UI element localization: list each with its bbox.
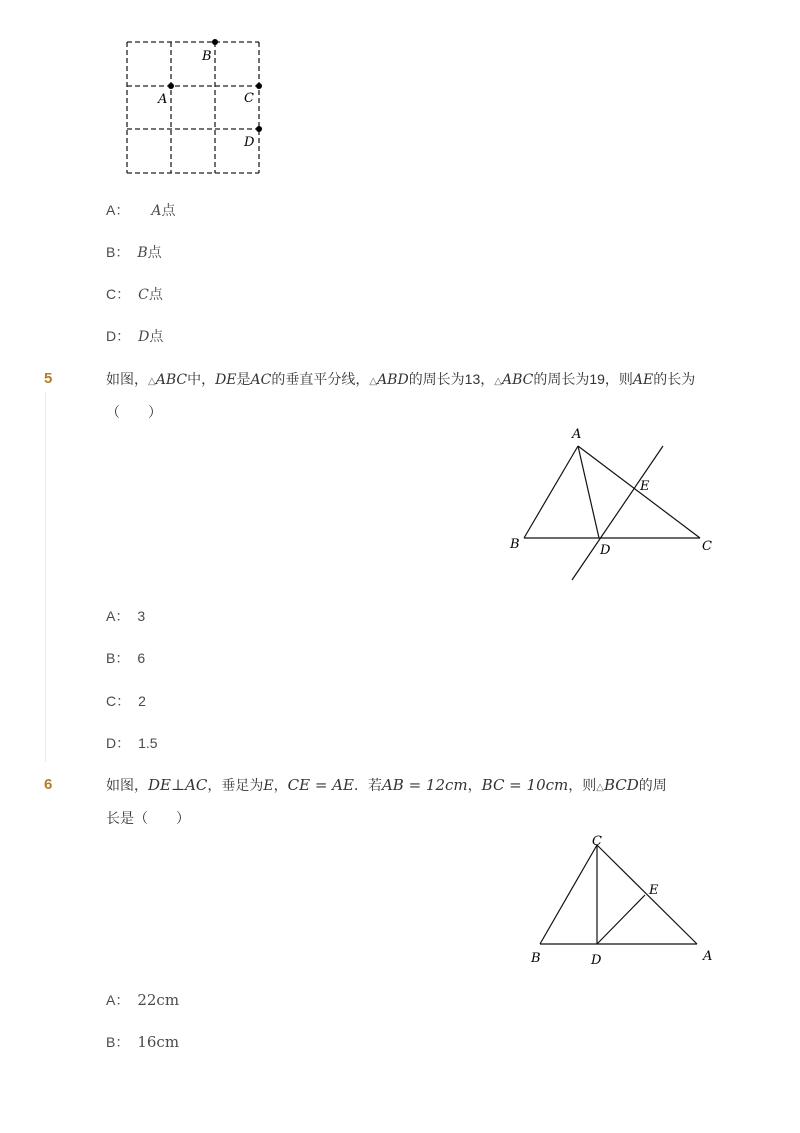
- label-e: E: [640, 479, 650, 494]
- text-part: 如图，: [106, 777, 148, 793]
- text-part: 的周长为19，则: [533, 371, 633, 387]
- option-letter: A：: [106, 202, 130, 218]
- text-part: ，: [273, 777, 288, 793]
- text-part: 中，: [187, 371, 216, 387]
- text-part: ，则: [568, 777, 597, 793]
- option-suffix: 点: [149, 328, 164, 344]
- label-c: C: [702, 539, 712, 554]
- text-part: 的周长为13，: [408, 371, 495, 387]
- option-letter: C：: [106, 693, 131, 709]
- option-letter: B：: [106, 1034, 130, 1050]
- q4-option-d[interactable]: [106, 326, 163, 347]
- question-6-text-line2: 长是（ ）: [106, 810, 190, 826]
- label-c: C: [244, 91, 254, 106]
- segment-ab: [524, 446, 578, 538]
- option-letter: B：: [106, 244, 130, 260]
- option-letter: B：: [106, 650, 130, 666]
- option-suffix: 点: [161, 202, 176, 218]
- option-value: 2: [138, 693, 146, 709]
- q4-option-a[interactable]: [106, 200, 175, 221]
- text-part: 的长为: [653, 371, 696, 387]
- q6-option-b[interactable]: [106, 1032, 179, 1052]
- math-abc: ABC: [155, 372, 188, 388]
- option-letter: A：: [106, 992, 130, 1008]
- label-d: D: [591, 953, 602, 968]
- question-5-text: [106, 369, 695, 392]
- math-de-perp-ac: DE⊥AC: [148, 776, 208, 794]
- segment-cb: [540, 845, 597, 944]
- math-ac: AC: [250, 372, 272, 388]
- point-b: [212, 39, 218, 45]
- label-d: D: [600, 543, 611, 558]
- option-value: 22cm: [137, 991, 180, 1009]
- triangle-symbol: △: [369, 376, 378, 387]
- question-6-text: [106, 775, 667, 798]
- label-b: B: [531, 951, 541, 966]
- q4-option-c[interactable]: [106, 284, 163, 305]
- option-value: 3: [137, 608, 146, 624]
- question-divider: [45, 392, 46, 762]
- text-part: 的垂直平分线，: [271, 371, 370, 387]
- q4-option-b[interactable]: [106, 242, 162, 263]
- triangle-symbol: △: [596, 782, 604, 793]
- dashed-grid: [127, 42, 259, 173]
- math-abd: ABD: [377, 372, 409, 388]
- q5-triangle-figure: [500, 420, 730, 585]
- text-part: 是: [236, 371, 251, 387]
- text-part: ．若: [353, 777, 382, 793]
- math-bcd: BCD: [603, 776, 639, 794]
- label-b: B: [202, 49, 212, 64]
- segment-de: [597, 895, 645, 944]
- text-part: 的周: [638, 777, 667, 793]
- q5-option-c[interactable]: [106, 691, 146, 711]
- q5-option-b[interactable]: [106, 648, 145, 668]
- option-letter: A：: [106, 608, 130, 624]
- perpendicular-bisector-line: [572, 446, 663, 580]
- point-c: [256, 83, 262, 89]
- math-ce-eq-ae: CE = AE: [287, 776, 354, 794]
- label-e: E: [649, 883, 659, 898]
- question-5-text-line2: （ ）: [106, 404, 162, 420]
- option-var: C: [138, 287, 149, 303]
- option-value: 1.5: [138, 735, 158, 751]
- option-suffix: 点: [148, 286, 163, 302]
- q5-option-a[interactable]: [106, 606, 145, 626]
- option-letter: C：: [106, 286, 131, 302]
- q6-option-a[interactable]: [106, 990, 179, 1010]
- option-letter: D：: [106, 735, 131, 751]
- option-value: 6: [137, 650, 146, 666]
- label-a: A: [158, 92, 168, 107]
- math-de: DE: [215, 372, 237, 388]
- triangle-symbol: △: [494, 376, 502, 387]
- math-abc: ABC: [501, 372, 534, 388]
- option-var: D: [138, 329, 150, 345]
- label-a: A: [703, 949, 713, 964]
- grid-figure: [120, 36, 270, 178]
- q6-triangle-figure: [525, 828, 725, 973]
- point-a: [168, 83, 174, 89]
- label-b: B: [510, 537, 520, 552]
- option-var: B: [137, 245, 148, 261]
- math-ab-eq: AB = 12cm: [381, 776, 468, 794]
- option-value: 16cm: [137, 1033, 180, 1051]
- option-letter: D：: [106, 328, 131, 344]
- text-part: ，垂足为: [207, 777, 264, 793]
- option-var: A: [151, 203, 162, 219]
- point-d: [256, 126, 262, 132]
- triangle-symbol: △: [148, 376, 156, 387]
- math-e: E: [263, 778, 274, 794]
- label-d: D: [244, 135, 255, 150]
- math-bc-eq: BC = 10cm: [481, 776, 569, 794]
- label-c: C: [592, 834, 602, 849]
- question-number-5: 5: [44, 370, 53, 387]
- option-suffix: 点: [147, 244, 162, 260]
- math-ae: AE: [632, 372, 654, 388]
- label-a: A: [572, 427, 582, 442]
- text-part: 如图，: [106, 371, 148, 387]
- question-number-6: 6: [44, 776, 53, 793]
- text-part: ，: [467, 777, 482, 793]
- q5-option-d[interactable]: [106, 733, 158, 753]
